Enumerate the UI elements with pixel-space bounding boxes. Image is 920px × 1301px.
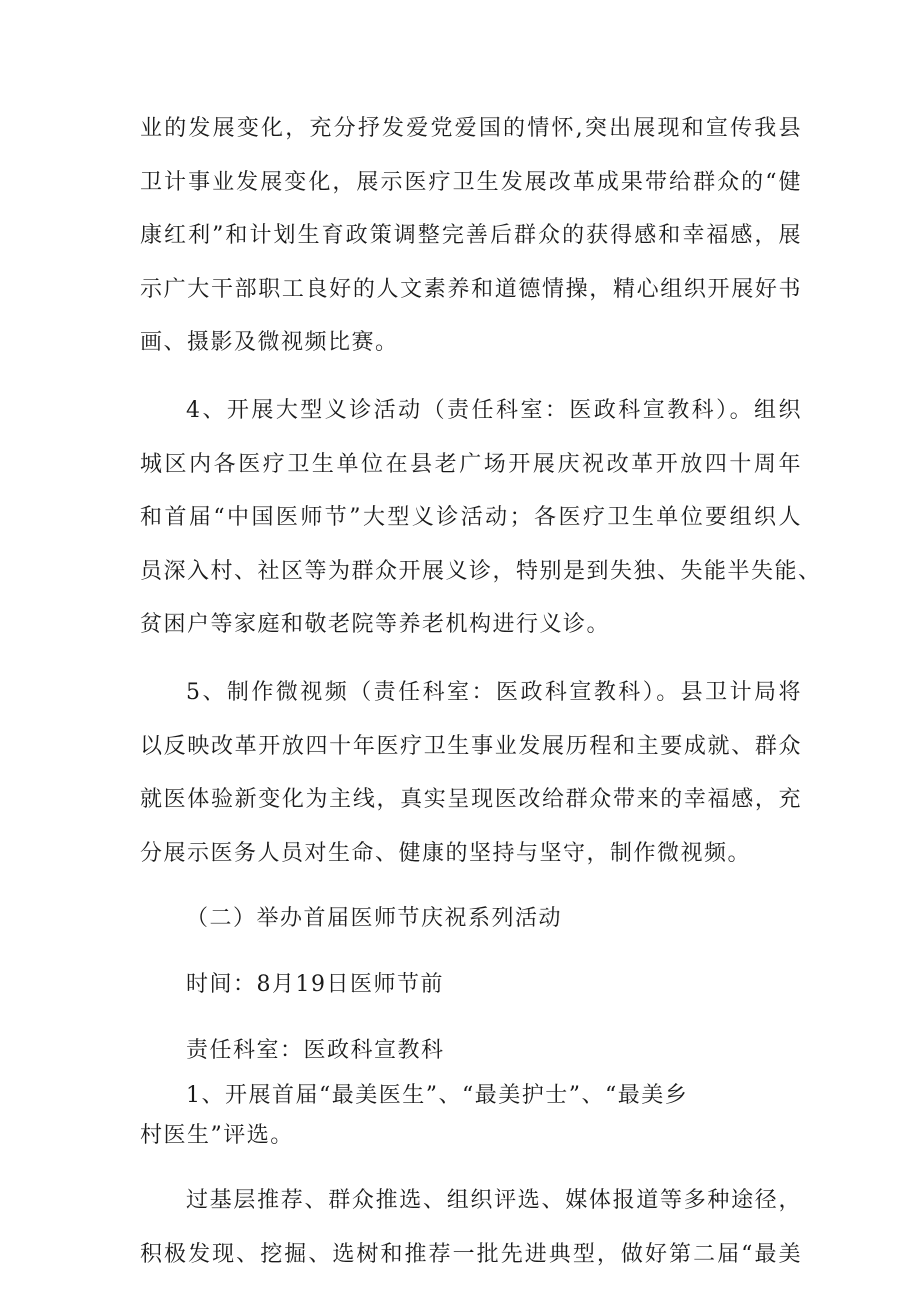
text-line: 业的发展变化，充分抒发爱党爱国的情怀,突出展现和宣传我县 [140, 116, 802, 141]
text-line: 画、摄影及微视频比赛。 [140, 330, 399, 355]
text-line: 示广大干部职工良好的人文素养和道德情操，精心组织开展好书 [140, 277, 802, 302]
text-line: 就医体验新变化为主线，真实呈现医改给群众带来的幸福感，充 [140, 787, 802, 812]
text-line: 城区内各医疗卫生单位在县老广场开展庆祝改革开放四十周年 [140, 452, 802, 477]
text-line: 康红利”和计划生育政策调整完善后群众的获得感和幸福感，展 [140, 223, 802, 248]
text-line: 村医生”评选。 [140, 1123, 294, 1148]
text-line: 和首届“中国医师节”大型义诊活动；各医疗卫生单位要组织人 [140, 505, 802, 530]
text-line: 5、制作微视频（责任科室：医政科宣教科）。县卫计局将 [186, 680, 802, 705]
time-line: 时间：8月19日医师节前 [186, 972, 444, 997]
text-line: 分展示医务人员对生命、健康的坚持与坚守，制作微视频。 [140, 841, 752, 866]
text-line: 1、开展首届“最美医生”、“最美护士”、“最美乡 [186, 1083, 689, 1108]
text-line: 贫困户等家庭和敬老院等养老机构进行义诊。 [140, 612, 611, 637]
text-line: 4、开展大型义诊活动（责任科室：医政科宣教科）。组织 [186, 398, 802, 423]
section-heading: （二）举办首届医师节庆祝系列活动 [186, 906, 563, 931]
text-line: 积极发现、挖掘、选树和推荐一批先进典型，做好第二届“最美 [140, 1242, 802, 1267]
text-line: 员深入村、社区等为群众开展义诊，特别是到失独、失能半失能、 [140, 559, 822, 584]
text-line: 卫计事业发展变化，展示医疗卫生发展改革成果带给群众的“健 [140, 170, 802, 195]
text-line: 以反映改革开放四十年医疗卫生事业发展历程和主要成就、群众 [140, 734, 802, 759]
text-line: 过基层推荐、群众推选、组织评选、媒体报道等多种途径， [186, 1188, 802, 1213]
responsible-line: 责任科室：医政科宣教科 [186, 1038, 445, 1063]
